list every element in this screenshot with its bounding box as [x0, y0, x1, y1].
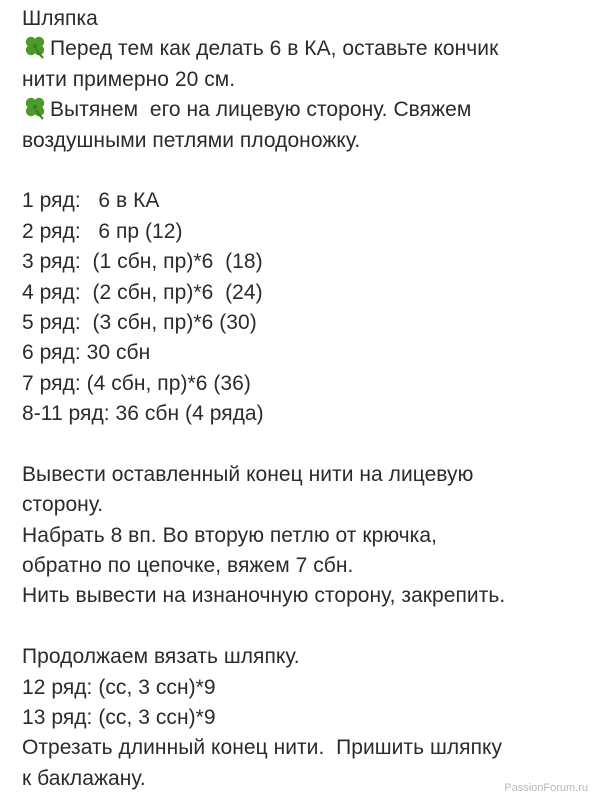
row-3: 3 ряд: (1 сбн, пр)*6 (18) — [22, 250, 263, 274]
row-7: 7 ряд: (4 сбн, пр)*6 (36) — [22, 371, 251, 395]
continue-instruction-line: 13 ряд: (сс, 3 ссн)*9 — [22, 705, 216, 729]
spacer — [22, 612, 594, 642]
row-4: 4 ряд: (2 сбн, пр)*6 (24) — [22, 280, 263, 304]
row-2: 2 ряд: 6 пр (12) — [22, 219, 183, 243]
continue-instruction-line: Отрезать длинный конец нити. Пришить шляпку — [22, 736, 503, 760]
four-leaf-clover-icon — [22, 96, 48, 120]
watermark: PassionForum.ru — [504, 782, 588, 794]
stem-instruction-line: обратно по цепочке, вяжем 7 сбн. — [22, 554, 354, 578]
step-1-line-2: нити примерно 20 см. — [22, 67, 236, 91]
step-2-line-1 — [22, 95, 594, 125]
stem-instruction-line: Набрать 8 вп. Во вторую петлю от крючка, — [22, 523, 437, 547]
stem-instruction-line: Вывести оставленный конец нити на лицевую — [22, 462, 474, 486]
row-8-11: 8-11 ряд: 36 сбн (4 ряда) — [22, 402, 264, 426]
spacer — [22, 429, 594, 459]
step-2-text-1: Вытянем его на лицевую сторону. Свяжем — [50, 98, 472, 122]
stem-instruction-line: Нить вывести на изнаночную сторону, закрепить. — [22, 584, 506, 608]
page-title: Шляпка — [22, 7, 98, 30]
spacer — [22, 156, 594, 186]
step-2-line-2: воздушными петлями плодоножку. — [22, 128, 361, 152]
continue-instruction-line: к баклажану. — [22, 766, 146, 790]
step-1-text-1: Перед тем как делать 6 в КА, оставьте кончик — [50, 37, 499, 61]
document-body — [22, 4, 594, 794]
stem-instruction-line: сторону. — [22, 493, 104, 517]
step-1-line-1 — [22, 34, 594, 64]
row-1: 1 ряд: 6 в КА — [22, 189, 160, 213]
continue-instruction-line: Продолжаем вязать шляпку. — [22, 645, 300, 669]
continue-instruction-line: 12 ряд: (сс, 3 ссн)*9 — [22, 675, 216, 699]
row-5: 5 ряд: (3 сбн, пр)*6 (30) — [22, 310, 257, 334]
row-6: 6 ряд: 30 сбн — [22, 341, 151, 365]
four-leaf-clover-icon — [22, 35, 48, 59]
